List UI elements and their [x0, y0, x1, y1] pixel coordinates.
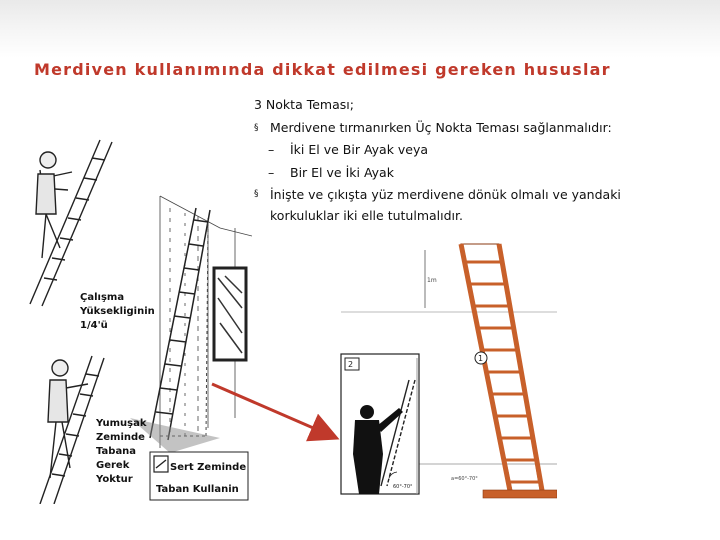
label-soft-ground-3: Tabana — [96, 446, 137, 457]
inset-box — [341, 354, 419, 494]
ladder-base-board — [483, 490, 557, 498]
sub-bullet-2-text: Bir El ve İki Ayak — [290, 164, 394, 180]
dash-icon: – — [268, 164, 275, 180]
worker-bottom — [40, 356, 104, 504]
hard-ground-box — [150, 452, 248, 500]
label-hard-ground-2: Taban Kullanin — [156, 484, 239, 495]
header-band — [0, 0, 720, 58]
marker-2-label: 2 — [348, 360, 354, 369]
sub-bullet-2 — [254, 162, 674, 185]
sub-bullet-1 — [254, 139, 674, 162]
label-working-height-1: Çalışma — [80, 292, 125, 303]
body-text — [254, 94, 674, 226]
ladder-illustration-right — [333, 232, 557, 502]
bullet-2-line-2: korkuluklar iki elle tutulmalıdır. — [270, 208, 463, 223]
bullet-1 — [254, 117, 674, 140]
window — [214, 268, 246, 360]
base-label: a=60°-70° — [451, 476, 478, 482]
marker-1-label: 1 — [478, 354, 484, 363]
label-hard-ground-1: Sert Zeminde — [170, 462, 247, 473]
label-soft-ground-1: Yumuşak — [96, 418, 147, 429]
label-soft-ground-2: Zeminde — [96, 432, 145, 443]
label-soft-ground-4: Gerek — [96, 460, 130, 471]
dash-icon: – — [268, 142, 275, 157]
bullet-2-line-1: İnişte ve çıkışta yüz merdivene dönük olmalı ve yandaki — [270, 187, 621, 202]
heading-line: 3 Nokta Teması; — [254, 97, 354, 112]
worker-top — [30, 140, 112, 306]
label-working-height-2: Yüksekliginin — [80, 306, 155, 317]
label-soft-ground-5: Yoktur — [96, 474, 133, 485]
slide-title: Merdiven kullanımında dikkat edilmesi gereken hususlar — [34, 60, 611, 79]
inset-angle-label: 60°-70° — [393, 484, 413, 490]
bullet-icon: § — [254, 189, 259, 199]
sub-bullet-1-text: İki El ve Bir Ayak veya — [290, 142, 429, 157]
bullet-icon: § — [254, 122, 259, 133]
height-label: 1m — [427, 277, 437, 284]
bullet-1-text: Merdivene tırmanırken Üç Nokta Teması sağlanmalıdır: — [270, 119, 612, 135]
label-working-height-3: 1/4'ü — [80, 320, 108, 331]
ladder-illustration-left — [20, 118, 252, 504]
leaning-ladder — [150, 208, 210, 440]
bullet-2 — [254, 184, 674, 226]
